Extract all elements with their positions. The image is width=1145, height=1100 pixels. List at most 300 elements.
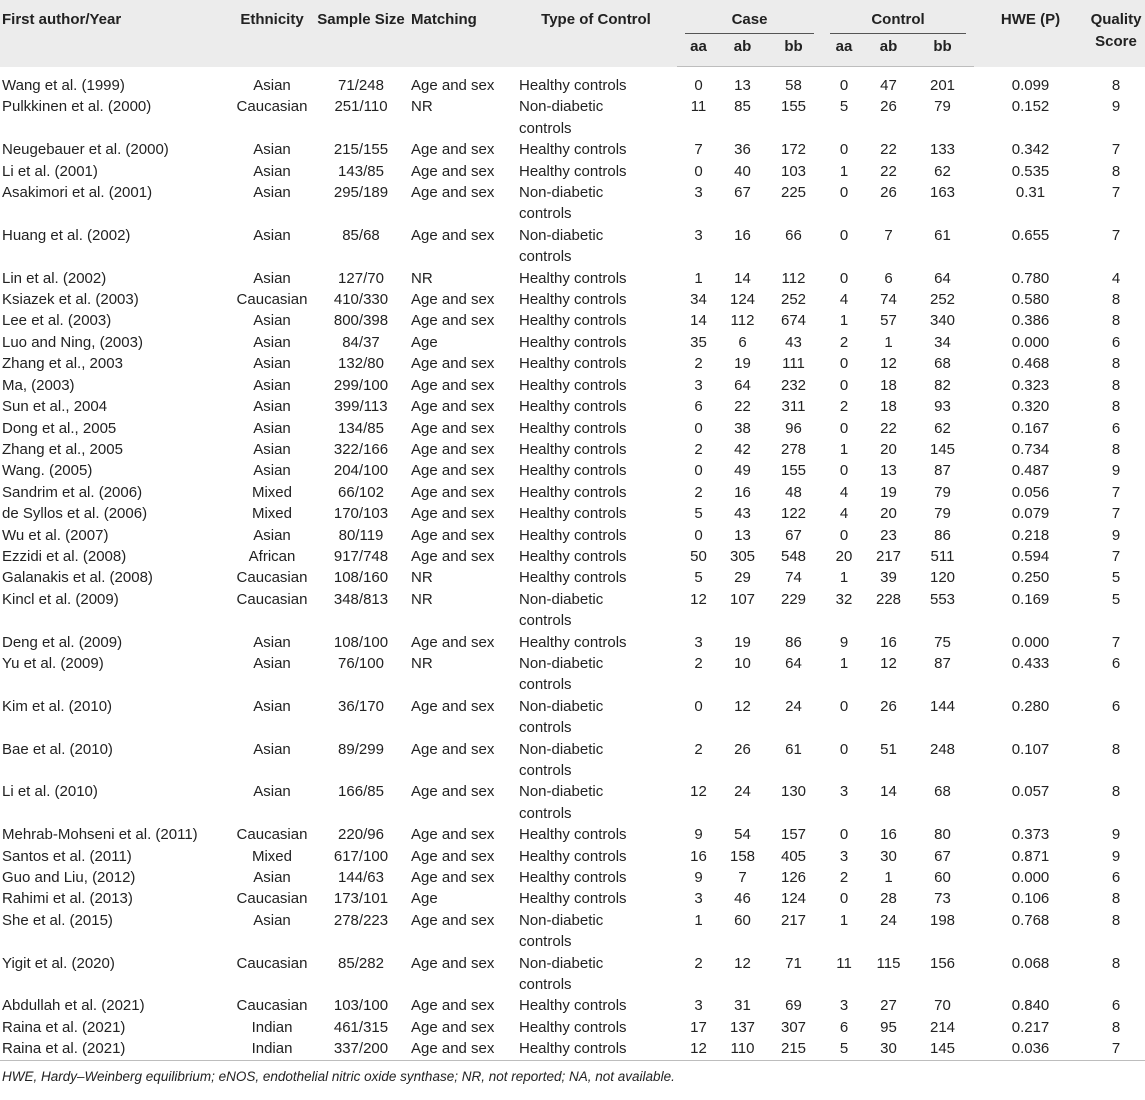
cell-author-year: Ksiazek et al. (2003) (2, 291, 139, 309)
cell-case-ab: 22 (734, 398, 751, 416)
cell-author-year: Luo and Ning, (2003) (2, 333, 143, 351)
cell-matching: Age and sex (411, 226, 495, 244)
cell-matching: Age and sex (411, 483, 495, 501)
cell-author-year: Huang et al. (2002) (2, 226, 131, 244)
cell-author-year: Sandrim et al. (2006) (2, 483, 143, 501)
cell-type-of-control (515, 67, 677, 97)
control-type-line: Healthy controls (519, 633, 627, 651)
cell-sample-size: 322/166 (333, 440, 389, 458)
cell-case-ab: 36 (734, 141, 751, 159)
cell-type-of-control (515, 696, 677, 739)
cell-quality-score: 6 (1111, 419, 1121, 437)
cell-type-of-control (515, 1017, 677, 1038)
control-type-line: Healthy controls (519, 419, 627, 437)
control-type-line: Healthy controls (519, 291, 627, 309)
cell-control-ab: 57 (880, 312, 897, 330)
table-row (0, 739, 1145, 782)
cell-case-ab: 6 (738, 333, 747, 351)
cell-case-aa: 12 (690, 1040, 707, 1058)
table-row (0, 546, 1145, 567)
control-type-line: Non-diabetic (519, 98, 604, 116)
cell-type-of-control (515, 888, 677, 909)
cell-hwe: 0.107 (1011, 740, 1050, 758)
cell-case-bb: 232 (780, 376, 807, 394)
cell-case-ab: 16 (734, 226, 751, 244)
control-type-line: Healthy controls (519, 869, 627, 887)
cell-ethnicity: Asian (253, 355, 291, 373)
cell-control-aa: 2 (839, 333, 849, 351)
cell-case-bb: 96 (785, 419, 802, 437)
cell-matching: Age and sex (411, 1018, 495, 1036)
cell-control-ab: 13 (880, 462, 897, 480)
cell-type-of-control (515, 910, 677, 953)
cell-quality-score: 7 (1111, 483, 1121, 501)
cell-case-bb: 217 (780, 911, 807, 929)
cell-control-ab: 18 (880, 398, 897, 416)
cell-control-ab: 14 (880, 783, 897, 801)
cell-control-aa: 2 (839, 869, 849, 887)
cell-type-of-control (515, 332, 677, 353)
cell-case-aa: 0 (694, 419, 703, 437)
cell-ethnicity: Asian (253, 226, 291, 244)
cell-matching: Age and sex (411, 141, 495, 159)
cell-author-year: Zhang et al., 2005 (2, 440, 123, 458)
control-type-line: Non-diabetic (519, 783, 604, 801)
cell-case-aa: 17 (690, 1018, 707, 1036)
cell-author-year: Raina et al. (2021) (2, 1040, 126, 1058)
cell-case-bb: 155 (780, 462, 807, 480)
cell-case-aa: 0 (694, 526, 703, 544)
table-footnote: HWE, Hardy–Weinberg equilibrium; eNOS, endothelial nitric oxide synthase; NR, not reported; NA, not available. (0, 1060, 1145, 1084)
cell-control-ab: 74 (880, 291, 897, 309)
cell-type-of-control (515, 546, 677, 567)
cell-control-bb: 163 (930, 184, 956, 202)
cell-case-ab: 12 (734, 697, 751, 715)
cell-hwe: 0.152 (1011, 98, 1050, 116)
cell-ethnicity: Asian (253, 697, 291, 715)
cell-matching: Age (411, 333, 438, 351)
cell-control-ab: 16 (880, 633, 897, 651)
table-row (0, 310, 1145, 331)
cell-control-aa: 32 (835, 590, 853, 608)
cell-hwe: 0.079 (1011, 505, 1050, 523)
cell-quality-score: 5 (1111, 590, 1121, 608)
cell-control-bb: 252 (930, 291, 956, 309)
table-row (0, 525, 1145, 546)
cell-control-aa: 3 (839, 997, 849, 1015)
cell-quality-score: 6 (1111, 333, 1121, 351)
cell-sample-size: 170/103 (333, 505, 389, 523)
cell-control-ab: 6 (884, 269, 893, 287)
cell-case-aa: 9 (694, 869, 703, 887)
cell-type-of-control (515, 1038, 677, 1060)
cell-author-year: Ma, (2003) (2, 376, 75, 394)
cell-sample-size: 337/200 (333, 1040, 389, 1058)
cell-hwe: 0.468 (1011, 355, 1050, 373)
col-header-control-aa: aa (822, 34, 866, 67)
cell-case-ab: 49 (734, 462, 751, 480)
cell-hwe: 0.433 (1011, 654, 1050, 672)
footnote-row (0, 1060, 1145, 1084)
cell-case-bb: 24 (785, 697, 802, 715)
cell-matching: Age and sex (411, 440, 495, 458)
control-type-line: Non-diabetic (519, 740, 604, 758)
cell-hwe: 0.217 (1011, 1018, 1050, 1036)
cell-case-bb: 86 (785, 633, 802, 651)
cell-author-year: Li et al. (2001) (2, 162, 98, 180)
cell-sample-size: 108/160 (333, 569, 389, 587)
cell-quality-score: 6 (1111, 697, 1121, 715)
cell-matching: Age and sex (411, 847, 495, 865)
cell-case-ab: 12 (734, 954, 751, 972)
cell-control-aa: 0 (839, 697, 849, 715)
cell-control-aa: 4 (839, 505, 849, 523)
cell-quality-score: 8 (1111, 890, 1121, 908)
cell-sample-size: 76/100 (338, 654, 384, 672)
control-type-line: Healthy controls (519, 462, 627, 480)
table-row (0, 781, 1145, 824)
table-row (0, 353, 1145, 374)
cell-quality-score: 8 (1111, 954, 1121, 972)
table-row (0, 503, 1145, 524)
cell-type-of-control (515, 567, 677, 588)
cell-quality-score: 7 (1111, 633, 1121, 651)
cell-control-bb: 145 (930, 440, 956, 458)
cell-case-bb: 215 (780, 1040, 807, 1058)
control-type-line: Healthy controls (519, 847, 627, 865)
col-header-ethnicity: Ethnicity (227, 0, 317, 67)
cell-control-bb: 248 (930, 740, 956, 758)
cell-type-of-control (515, 268, 677, 289)
cell-sample-size: 132/80 (338, 355, 384, 373)
cell-case-ab: 40 (734, 162, 751, 180)
cell-hwe: 0.580 (1011, 291, 1050, 309)
control-type-line: Healthy controls (519, 141, 627, 159)
cell-case-aa: 5 (694, 505, 703, 523)
cell-case-ab: 124 (729, 291, 756, 309)
cell-case-aa: 3 (694, 890, 703, 908)
cell-type-of-control (515, 396, 677, 417)
control-type-line: controls (519, 205, 572, 223)
cell-control-aa: 5 (839, 98, 849, 116)
cell-case-ab: 7 (738, 869, 747, 887)
cell-control-bb: 82 (934, 376, 951, 394)
cell-ethnicity: Asian (253, 440, 291, 458)
cell-hwe: 0.250 (1011, 569, 1050, 587)
cell-case-ab: 10 (734, 654, 751, 672)
cell-sample-size: 36/170 (338, 697, 384, 715)
cell-case-aa: 3 (694, 226, 703, 244)
cell-control-bb: 79 (934, 98, 951, 116)
cell-quality-score: 9 (1111, 847, 1121, 865)
cell-type-of-control (515, 353, 677, 374)
cell-control-bb: 70 (934, 997, 951, 1015)
table-row (0, 182, 1145, 225)
cell-matching: Age and sex (411, 398, 495, 416)
cell-sample-size: 84/37 (342, 333, 380, 351)
cell-type-of-control (515, 632, 677, 653)
cell-case-ab: 16 (734, 483, 751, 501)
cell-control-ab: 26 (880, 98, 897, 116)
control-type-line: Healthy controls (519, 440, 627, 458)
control-type-line: Non-diabetic (519, 697, 604, 715)
cell-ethnicity: Asian (253, 783, 291, 801)
cell-type-of-control (515, 525, 677, 546)
cell-quality-score: 8 (1111, 355, 1121, 373)
cell-author-year: Deng et al. (2009) (2, 633, 123, 651)
cell-type-of-control (515, 182, 677, 225)
control-type-line: Healthy controls (519, 505, 627, 523)
cell-quality-score: 8 (1111, 911, 1121, 929)
cell-control-ab: 228 (876, 590, 902, 608)
cell-quality-score: 9 (1111, 826, 1121, 844)
cell-control-bb: 144 (930, 697, 956, 715)
cell-case-aa: 2 (694, 740, 703, 758)
cell-control-bb: 198 (930, 911, 956, 929)
cell-case-ab: 112 (730, 312, 755, 330)
cell-hwe: 0.167 (1011, 419, 1050, 437)
cell-control-ab: 7 (884, 226, 893, 244)
cell-matching: Age and sex (411, 376, 495, 394)
cell-type-of-control (515, 375, 677, 396)
cell-hwe: 0.780 (1011, 269, 1050, 287)
cell-ethnicity: Mixed (251, 483, 292, 501)
cell-matching: Age and sex (411, 740, 495, 758)
cell-author-year: Kincl et al. (2009) (2, 590, 119, 608)
cell-matching: Age and sex (411, 76, 495, 94)
cell-author-year: Zhang et al., 2003 (2, 355, 123, 373)
cell-control-aa: 3 (839, 847, 849, 865)
cell-case-ab: 46 (734, 890, 751, 908)
cell-control-aa: 0 (839, 419, 849, 437)
table-row (0, 332, 1145, 353)
cell-ethnicity: Caucasian (236, 590, 308, 608)
control-type-line: Healthy controls (519, 162, 627, 180)
cell-control-ab: 19 (880, 483, 897, 501)
cell-author-year: Lee et al. (2003) (2, 312, 112, 330)
cell-control-bb: 68 (934, 783, 951, 801)
control-type-line: controls (519, 762, 572, 779)
cell-case-aa: 2 (694, 355, 703, 373)
cell-control-aa: 0 (839, 526, 849, 544)
cell-control-bb: 60 (934, 869, 951, 887)
cell-matching: Age and sex (411, 312, 495, 330)
cell-case-bb: 111 (782, 355, 805, 373)
cell-matching: Age and sex (411, 547, 495, 565)
cell-sample-size: 144/63 (338, 869, 384, 887)
cell-control-aa: 1 (839, 312, 849, 330)
cell-control-ab: 1 (884, 869, 893, 887)
cell-ethnicity: Asian (253, 333, 291, 351)
cell-quality-score: 8 (1111, 1018, 1121, 1036)
cell-author-year: Pulkkinen et al. (2000) (2, 98, 152, 116)
cell-case-bb: 69 (785, 997, 802, 1015)
cell-type-of-control (515, 289, 677, 310)
cell-control-aa: 1 (839, 654, 849, 672)
cell-matching: NR (411, 569, 433, 587)
cell-case-aa: 0 (694, 462, 703, 480)
cell-matching: Age and sex (411, 462, 495, 480)
control-type-line: Healthy controls (519, 826, 627, 844)
col-header-case-bb: bb (765, 34, 822, 67)
cell-case-aa: 3 (694, 997, 703, 1015)
cell-case-bb: 67 (785, 526, 802, 544)
cell-author-year: Kim et al. (2010) (2, 697, 113, 715)
cell-author-year: Santos et al. (2011) (2, 847, 132, 865)
cell-case-bb: 130 (780, 783, 807, 801)
cell-author-year: Yigit et al. (2020) (2, 954, 115, 972)
cell-quality-score: 9 (1111, 526, 1121, 544)
cell-control-bb: 67 (934, 847, 951, 865)
col-header-control-group (822, 0, 974, 34)
control-type-line: controls (519, 676, 572, 694)
cell-ethnicity: Caucasian (236, 954, 308, 972)
table-row (0, 161, 1145, 182)
cell-case-bb: 252 (780, 291, 807, 309)
cell-quality-score: 8 (1111, 783, 1121, 801)
cell-ethnicity: Indian (251, 1040, 293, 1058)
cell-control-aa: 0 (839, 740, 849, 758)
cell-control-bb: 87 (934, 462, 951, 480)
cell-control-bb: 145 (930, 1040, 956, 1058)
cell-control-ab: 23 (880, 526, 897, 544)
table-row (0, 653, 1145, 696)
cell-ethnicity: Mixed (251, 505, 292, 523)
cell-case-aa: 12 (690, 590, 707, 608)
cell-control-ab: 27 (880, 997, 897, 1015)
cell-matching: NR (411, 654, 433, 672)
cell-case-ab: 29 (734, 569, 751, 587)
cell-control-bb: 80 (934, 826, 951, 844)
cell-case-aa: 16 (690, 847, 707, 865)
cell-quality-score: 7 (1111, 226, 1121, 244)
cell-author-year: She et al. (2015) (2, 911, 113, 929)
cell-control-aa: 3 (839, 783, 849, 801)
cell-control-ab: 20 (880, 505, 897, 523)
cell-hwe: 0.000 (1011, 333, 1050, 351)
cell-case-ab: 13 (734, 77, 751, 94)
cell-hwe: 0.000 (1011, 869, 1050, 887)
cell-case-ab: 67 (734, 184, 751, 202)
cell-author-year: Rahimi et al. (2013) (2, 890, 133, 908)
cell-sample-size: 71/248 (338, 76, 384, 94)
cell-sample-size: 917/748 (333, 547, 389, 565)
cell-case-bb: 71 (785, 954, 802, 972)
cell-case-aa: 11 (690, 98, 707, 116)
cell-sample-size: 85/68 (342, 226, 380, 244)
cell-type-of-control (515, 867, 677, 888)
cell-hwe: 0.535 (1011, 162, 1050, 180)
control-type-line: Healthy controls (519, 76, 627, 94)
cell-control-aa: 2 (839, 398, 849, 416)
cell-type-of-control (515, 225, 677, 268)
cell-hwe: 0.280 (1011, 697, 1050, 715)
cell-matching: Age and sex (411, 184, 495, 202)
cell-quality-score: 8 (1111, 376, 1121, 394)
cell-control-ab: 217 (876, 547, 902, 565)
table-row (0, 567, 1145, 588)
cell-hwe: 0.323 (1011, 376, 1050, 394)
cell-type-of-control (515, 418, 677, 439)
cell-case-ab: 42 (734, 440, 751, 458)
cell-quality-score: 8 (1111, 76, 1121, 94)
cell-case-ab: 107 (729, 590, 756, 608)
control-type-line: Non-diabetic (519, 590, 604, 608)
table-row (0, 632, 1145, 653)
cell-control-ab: 12 (880, 355, 897, 373)
cell-ethnicity: Indian (251, 1018, 293, 1036)
control-type-line: Healthy controls (519, 483, 627, 501)
cell-control-bb: 511 (930, 547, 955, 565)
cell-matching: NR (411, 590, 433, 608)
cell-matching: NR (411, 269, 433, 287)
cell-hwe: 0.594 (1011, 547, 1050, 565)
cell-case-aa: 2 (694, 440, 703, 458)
cell-type-of-control (515, 482, 677, 503)
cell-sample-size: 295/189 (333, 184, 389, 202)
col-header-sample-size: Sample Size (317, 0, 405, 67)
table-row (0, 867, 1145, 888)
cell-case-ab: 38 (734, 419, 751, 437)
cell-case-ab: 60 (734, 911, 751, 929)
cell-sample-size: 399/113 (334, 398, 388, 416)
cell-case-bb: 74 (785, 569, 802, 587)
cell-sample-size: 220/96 (338, 826, 384, 844)
table-row (0, 268, 1145, 289)
control-type-line: controls (519, 976, 572, 994)
cell-case-bb: 122 (780, 505, 807, 523)
cell-type-of-control (515, 503, 677, 524)
cell-control-aa: 0 (839, 269, 849, 287)
cell-sample-size: 410/330 (333, 291, 389, 309)
table-row (0, 1017, 1145, 1038)
cell-control-ab: 18 (880, 376, 897, 394)
cell-matching: Age and sex (411, 1040, 495, 1058)
cell-control-bb: 156 (930, 954, 956, 972)
cell-control-aa: 0 (839, 77, 849, 94)
table-row (0, 589, 1145, 632)
cell-control-ab: 30 (880, 1040, 897, 1058)
col-header-hwe: HWE (P) (974, 0, 1087, 67)
cell-author-year: Yu et al. (2009) (2, 654, 104, 672)
cell-hwe: 0.169 (1011, 590, 1050, 608)
col-header-case-group (677, 0, 822, 34)
cell-hwe: 0.734 (1011, 440, 1050, 458)
cell-control-bb: 61 (934, 226, 951, 244)
cell-type-of-control (515, 846, 677, 867)
col-header-case-ab: ab (720, 34, 765, 67)
cell-author-year: Abdullah et al. (2021) (2, 997, 145, 1015)
cell-control-aa: 4 (839, 291, 849, 309)
cell-control-aa: 0 (839, 376, 849, 394)
cell-sample-size: 103/100 (333, 997, 389, 1015)
cell-quality-score: 5 (1111, 569, 1121, 587)
cell-hwe: 0.487 (1011, 462, 1050, 480)
control-type-line: controls (519, 719, 572, 737)
cell-sample-size: 166/85 (338, 783, 384, 801)
cell-type-of-control (515, 653, 677, 696)
control-type-line: controls (519, 933, 572, 951)
control-type-line: controls (519, 612, 572, 630)
cell-case-ab: 137 (729, 1018, 756, 1036)
cell-sample-size: 461/315 (333, 1018, 389, 1036)
cell-quality-score: 7 (1111, 184, 1121, 202)
cell-case-bb: 548 (780, 547, 807, 565)
cell-case-aa: 6 (694, 398, 703, 416)
cell-case-bb: 64 (785, 654, 802, 672)
cell-hwe: 0.000 (1011, 633, 1050, 651)
cell-quality-score: 8 (1111, 312, 1121, 330)
